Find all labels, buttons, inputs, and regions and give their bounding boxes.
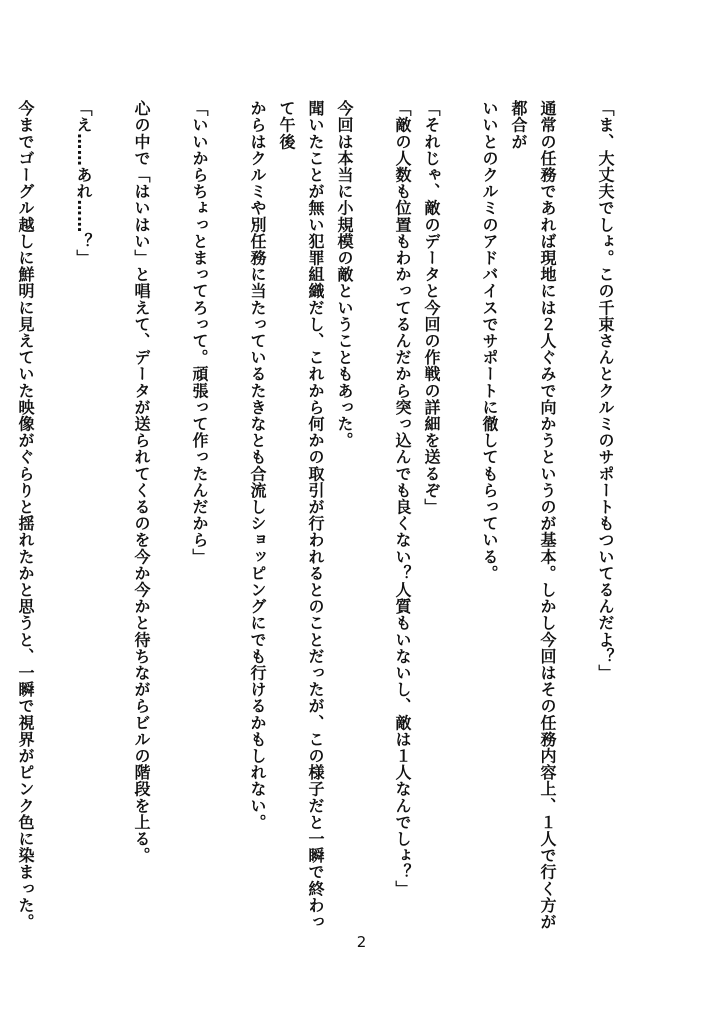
- blank-line: [0, 100, 11, 930]
- blank-line: [359, 100, 388, 930]
- paragraph: 聞いたことが無い犯罪組織だし、これから何かの取引が行われるとのことだったが、この様子だと一瞬で終わって午後 からはクルミや別任務に当たっているたきなとも合流しショッピングにでも行けるかもしれない。: [248, 100, 325, 930]
- blank-line: [156, 100, 185, 930]
- paragraph: 「いいからちょっとまってろって。頑張って作ったんだから」: [190, 100, 209, 565]
- paragraph: 心の中で「はいはい」と唱えて、データが送られてくるのを今か今かと待ちながらビルの階段を上る。: [132, 100, 151, 864]
- paragraph: 「ま、大丈夫でしょ。この千束さんとクルミのサポートもついてるんだよ？」: [596, 100, 615, 681]
- paragraph: 今までゴーグル越しに鮮明に見えていた映像がぐらりと揺れたかと思うと、一瞬で視界がピンク色に染まった。: [16, 100, 35, 930]
- page-number: 2: [356, 933, 367, 951]
- blank-line: [98, 100, 127, 930]
- paragraph: 「え……あれ……？」: [74, 100, 93, 266]
- paragraph: 今回は本当に小規模の敵ということもあった。: [335, 100, 354, 449]
- blank-line: [446, 100, 475, 930]
- paragraph: 「敵の人数も位置もわかってるんだから突っ込んでも良くない？人質もいないし、敵は１人なんでしょ？」: [393, 100, 412, 897]
- paragraph: 通常の任務であれば現地には２人ぐみで向かうというのが基本。しかし今回はその任務内容上、１人で行く方が都合が いいとのクルミのアドバイスでサポートに徹してもらっている。: [480, 100, 557, 930]
- paragraph: 「それじゃ、敵のデータと今回の作戦の詳細を送るぞ」: [422, 100, 441, 515]
- blank-line: [562, 100, 591, 930]
- novel-text: [0, 100, 620, 930]
- blank-line: [40, 100, 69, 930]
- blank-line: [214, 100, 243, 930]
